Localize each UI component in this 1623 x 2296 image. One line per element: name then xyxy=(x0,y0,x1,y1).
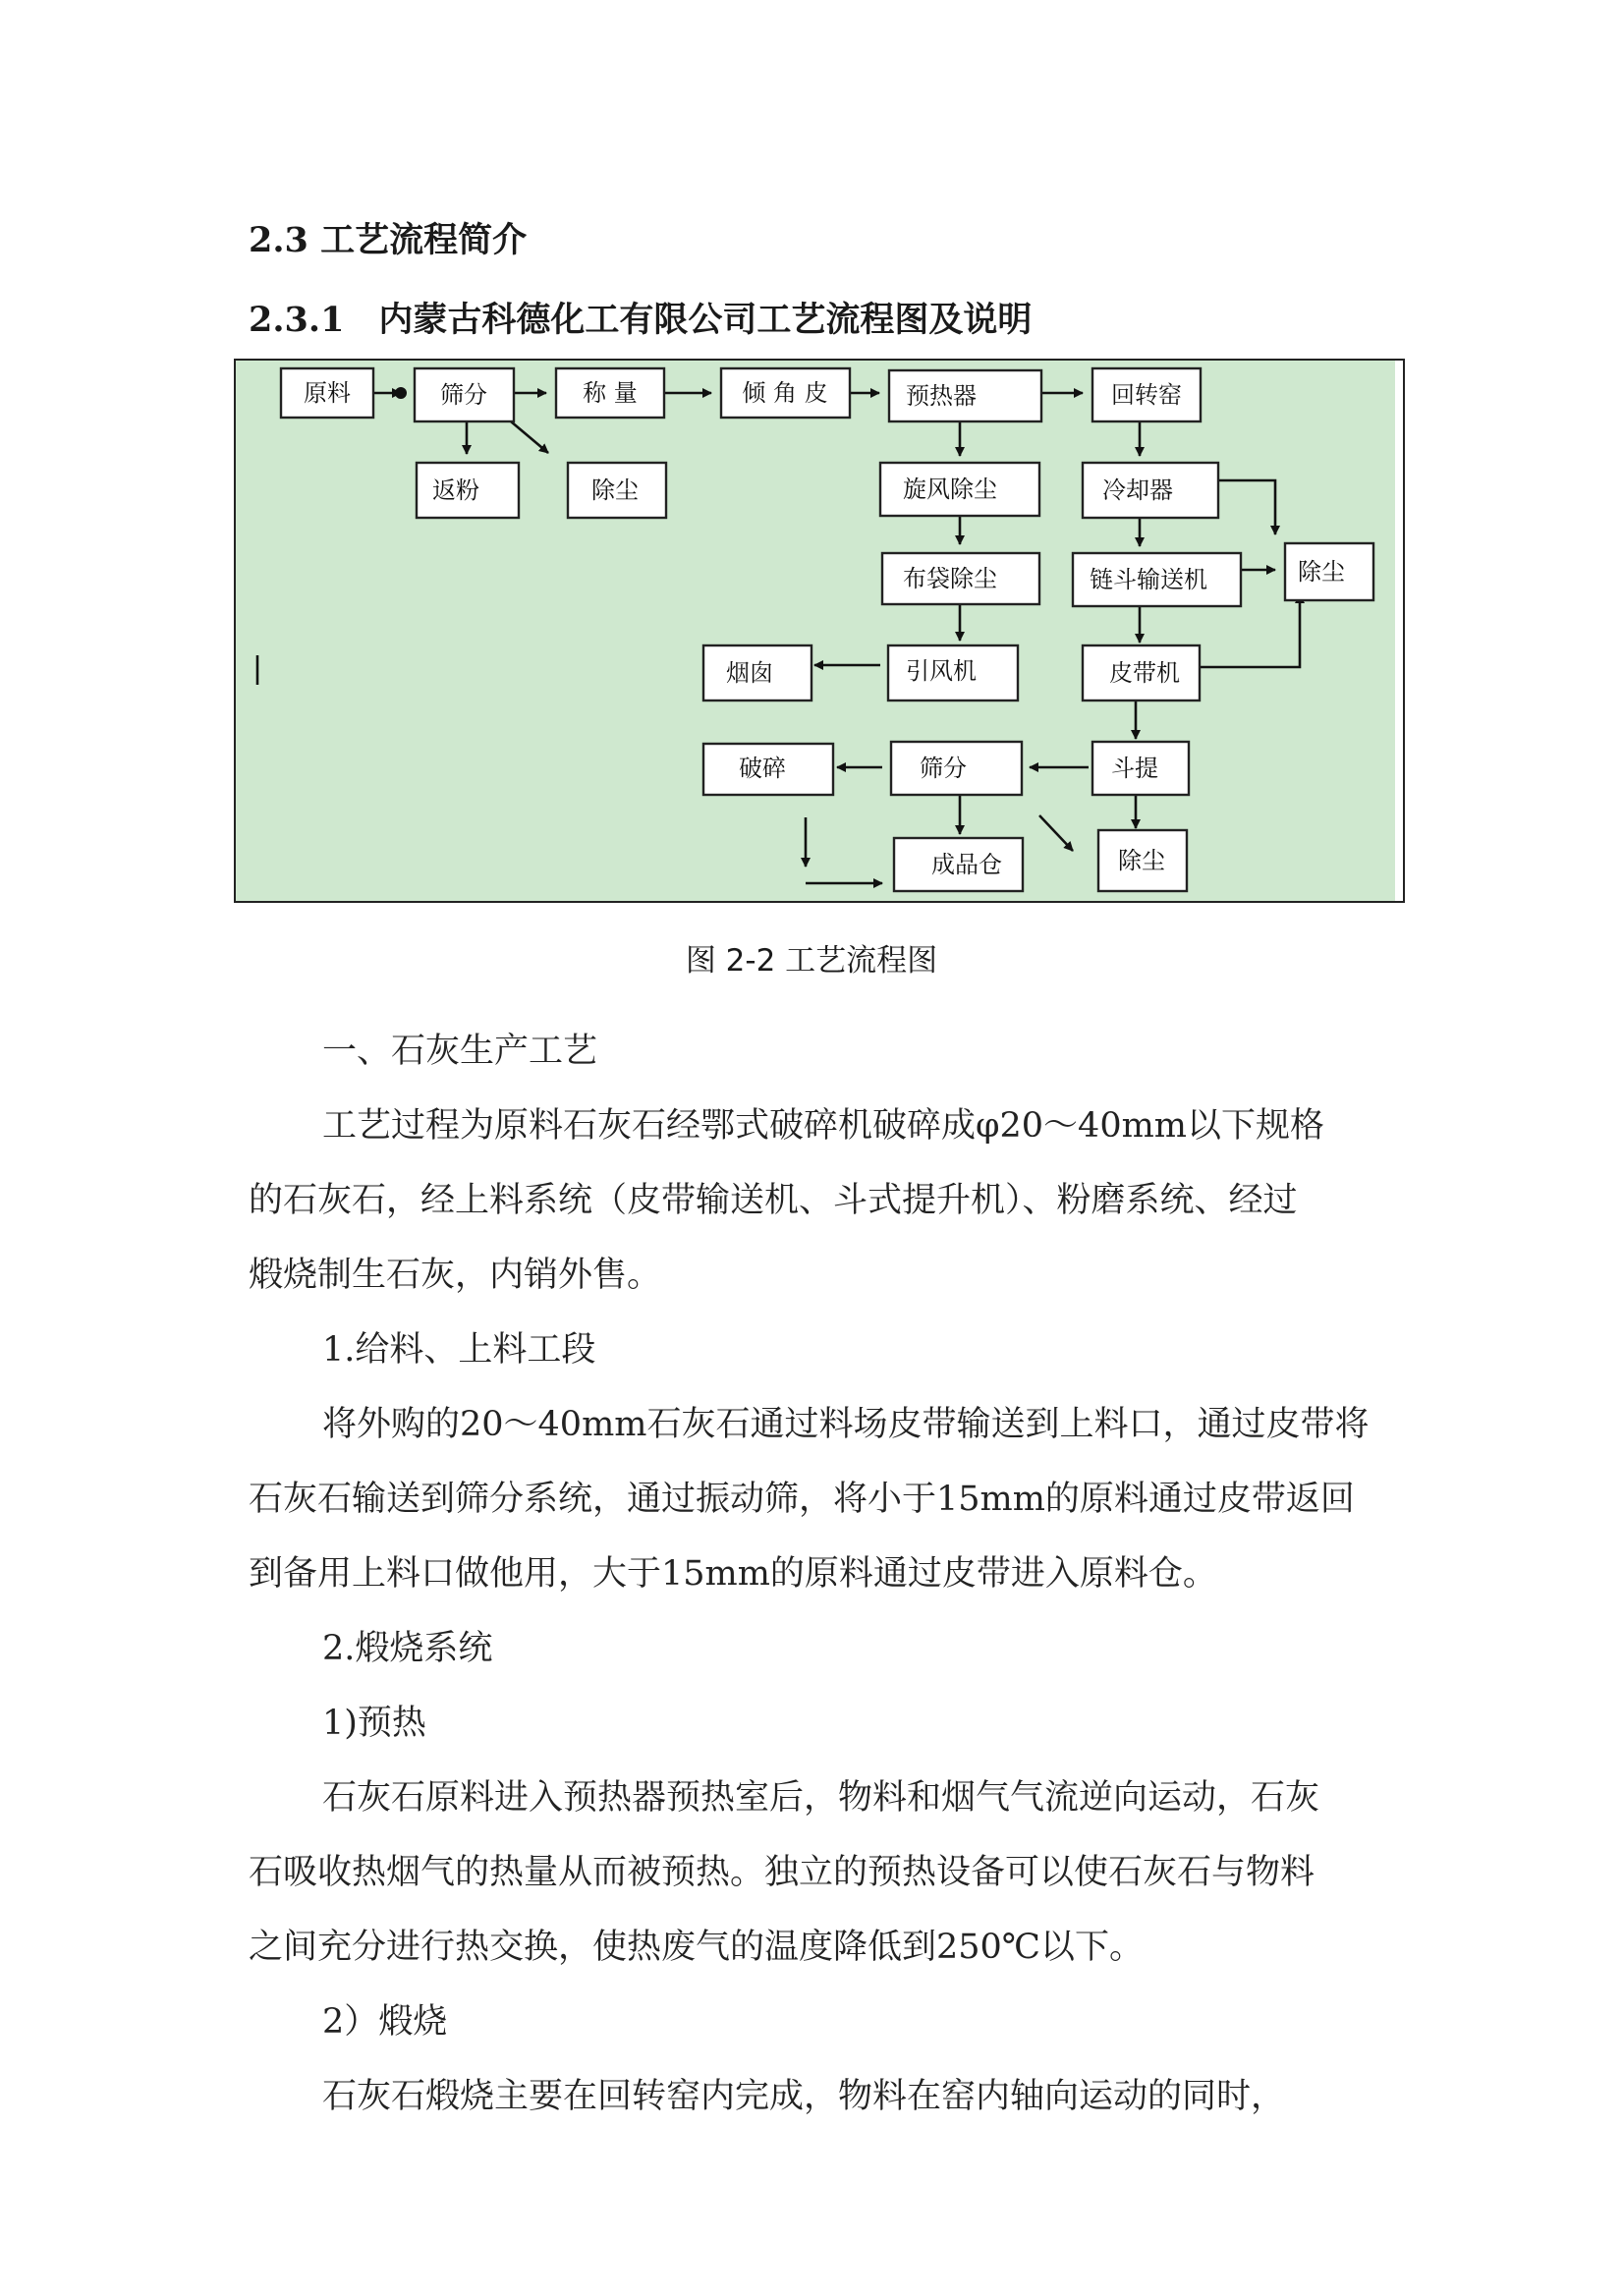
node-screen2 xyxy=(891,742,1022,795)
node-cyclone-label: 旋风除尘 xyxy=(903,476,997,503)
node-dust3 xyxy=(1098,830,1187,891)
node-fan-label: 引风机 xyxy=(906,657,977,685)
node-preheater xyxy=(889,370,1041,421)
paragraph-heading-preheat: 1)预热 xyxy=(322,1704,426,1743)
node-cooler xyxy=(1083,463,1218,518)
paragraph-line: 到备用上料口做他用，大于15mm的原料通过皮带进入原料仓。 xyxy=(249,1554,1217,1594)
paragraph-line: 石灰石煅烧主要在回转窑内完成，物料在窑内轴向运动的同时， xyxy=(322,2077,1286,2116)
node-raw xyxy=(281,368,373,418)
paragraph-heading-feeding: 1.给料、上料工段 xyxy=(322,1330,596,1370)
node-raw-label: 原料 xyxy=(304,379,351,407)
paragraph-line: 将外购的20～40mm石灰石通过料场皮带输送到上料口，通过皮带将 xyxy=(322,1405,1370,1444)
paragraph-heading-calcination: 2.煅烧系统 xyxy=(322,1629,493,1668)
paragraph-line: 之间充分进行热交换，使热废气的温度降低到250℃以下。 xyxy=(249,1928,1144,1967)
paragraph-line: 工艺过程为原料石灰石经鄂式破碎机破碎成φ20～40mm以下规格 xyxy=(322,1106,1324,1146)
node-dust2-label: 除尘 xyxy=(1298,558,1345,586)
node-kiln xyxy=(1092,368,1201,421)
node-chimney-label: 烟囱 xyxy=(726,659,773,687)
node-return-powder-label: 返粉 xyxy=(432,476,479,504)
node-crush-label: 破碎 xyxy=(739,755,786,782)
paragraph-heading-calcine: 2）煅烧 xyxy=(322,2002,448,2042)
node-belt-label: 皮带机 xyxy=(1109,659,1180,687)
node-weigh xyxy=(556,368,664,418)
node-bucket-conveyor-label: 链斗输送机 xyxy=(1090,566,1207,593)
process-flow-diagram xyxy=(234,359,1405,903)
node-preheater-label: 预热器 xyxy=(906,382,977,410)
node-weigh-label: 称 量 xyxy=(583,379,638,407)
node-elevator-label: 斗提 xyxy=(1111,755,1158,782)
node-fan xyxy=(888,645,1018,700)
subsection-heading: 2.3.1 内蒙古科德化工有限公司工艺流程图及说明 xyxy=(249,300,1033,340)
node-screen1 xyxy=(415,368,514,421)
node-cooler-label: 冷却器 xyxy=(1102,476,1173,504)
paragraph-line: 石灰石输送到筛分系统，通过振动筛，将小于15mm的原料通过皮带返回 xyxy=(249,1480,1355,1519)
node-bag-filter xyxy=(882,553,1039,604)
paragraph-heading-lime: 一、石灰生产工艺 xyxy=(322,1032,598,1071)
node-dust1-label: 除尘 xyxy=(591,476,639,504)
paragraph-line: 石吸收热烟气的热量从而被预热。独立的预热设备可以使石灰石与物料 xyxy=(249,1853,1315,1892)
node-chimney xyxy=(703,645,812,700)
node-product-bin xyxy=(894,838,1023,891)
diagram-background xyxy=(236,361,1395,901)
node-screen2-label: 筛分 xyxy=(920,755,967,782)
node-screen1-label: 筛分 xyxy=(440,381,487,409)
node-return-powder xyxy=(417,463,519,518)
node-crush xyxy=(703,744,833,795)
node-bucket-conveyor xyxy=(1073,553,1241,606)
node-incline-label: 倾 角 皮 xyxy=(742,379,828,407)
paragraph-line: 石灰石原料进入预热器预热室后，物料和烟气气流逆向运动，石灰 xyxy=(322,1778,1320,1818)
node-kiln-label: 回转窑 xyxy=(1111,381,1182,409)
node-dust1 xyxy=(568,463,666,518)
node-elevator xyxy=(1092,742,1189,795)
flow-diagram-canvas xyxy=(236,361,1403,901)
node-cyclone xyxy=(880,463,1039,516)
node-incline xyxy=(721,368,850,418)
figure-caption: 图 2-2 工艺流程图 xyxy=(685,943,938,979)
node-dust3-label: 除尘 xyxy=(1118,847,1165,874)
node-belt xyxy=(1083,645,1200,700)
paragraph-line: 的石灰石，经上料系统（皮带输送机、斗式提升机）、粉磨系统、经过 xyxy=(249,1181,1298,1220)
node-bag-filter-label: 布袋除尘 xyxy=(903,565,997,592)
node-product-bin-label: 成品仓 xyxy=(931,851,1002,878)
paragraph-line: 煅烧制生石灰，内销外售。 xyxy=(249,1256,662,1295)
node-dust2 xyxy=(1285,543,1373,600)
section-heading: 2.3 工艺流程简介 xyxy=(249,220,528,260)
